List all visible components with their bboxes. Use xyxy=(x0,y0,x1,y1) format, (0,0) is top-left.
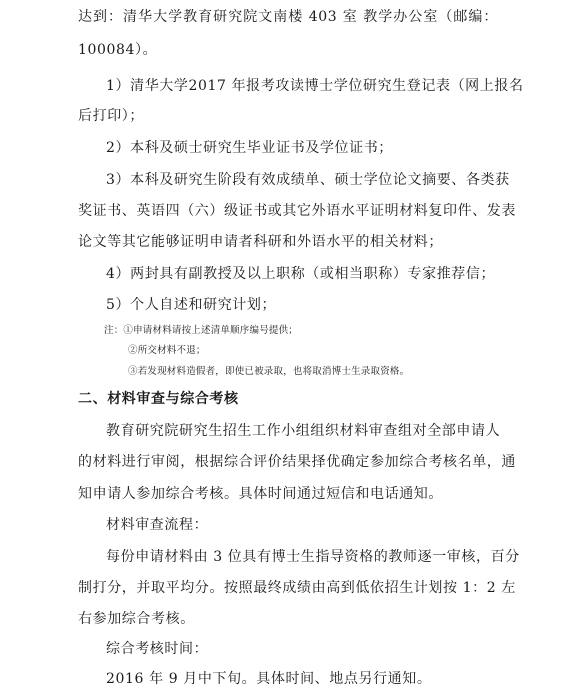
note-3: ③若发现材料造假者，即使已被录取，也将取消博士生录取资格。 xyxy=(128,366,410,377)
section-para-1-line-1: 教育研究院研究生招生工作小组组织材料审查组对全部申请人 xyxy=(106,423,501,439)
note-1: 注：①申请材料请按上述清单顺序编号提供； xyxy=(104,325,299,336)
item-3-line-2: 奖证书、英语四（六）级证书或其它外语水平证明材料复印件、发表 xyxy=(78,203,516,219)
section-para-1-line-2: 的材料进行审阅，根据综合评价结果择优确定参加综合考核名单，通 xyxy=(78,454,516,470)
item-5: 5）个人自述和研究计划； xyxy=(106,297,277,313)
item-3-line-1: 3）本科及研究生阶段有效成绩单、硕士学位论文摘要、各类获 xyxy=(106,172,510,188)
section-heading: 二、材料审查与综合考核 xyxy=(78,391,239,407)
review-para-line-1: 每份申请材料由 3 位具有博士生指导资格的教师逐一审核，百分 xyxy=(106,549,520,565)
item-3-line-3: 论文等其它能够证明申请者科研和外语水平的相关材料； xyxy=(78,234,443,250)
review-para-line-2: 制打分，并取平均分。按照最终成绩由高到低依招生计划按 1：2 左 xyxy=(78,580,516,596)
item-1-line-1: 1）清华大学2017 年报考攻读博士学位研究生登记表（网上报名 xyxy=(106,78,524,94)
section-para-1-line-3: 知申请人参加综合考核。具体时间通过短信和电话通知。 xyxy=(78,486,443,502)
item-2: 2）本科及硕士研究生毕业证书及学位证书； xyxy=(106,140,393,156)
note-2: ②所交材料不退； xyxy=(128,345,206,356)
postcode-line: 100084）。 xyxy=(78,42,158,58)
review-process-label: 材料审查流程： xyxy=(106,517,209,533)
exam-time-value: 2016 年 9 月中下旬。具体时间、地点另行通知。 xyxy=(106,671,432,687)
review-para-line-3: 右参加综合考核。 xyxy=(78,611,195,627)
item-4: 4）两封具有副教授及以上职称（或相当职称）专家推荐信； xyxy=(106,266,496,282)
item-1-line-2: 后打印）； xyxy=(78,108,144,124)
exam-time-label: 综合考核时间： xyxy=(106,641,209,657)
address-line: 达到：清华大学教育研究院文南楼 403 室 教学办公室（邮编： xyxy=(78,9,498,25)
